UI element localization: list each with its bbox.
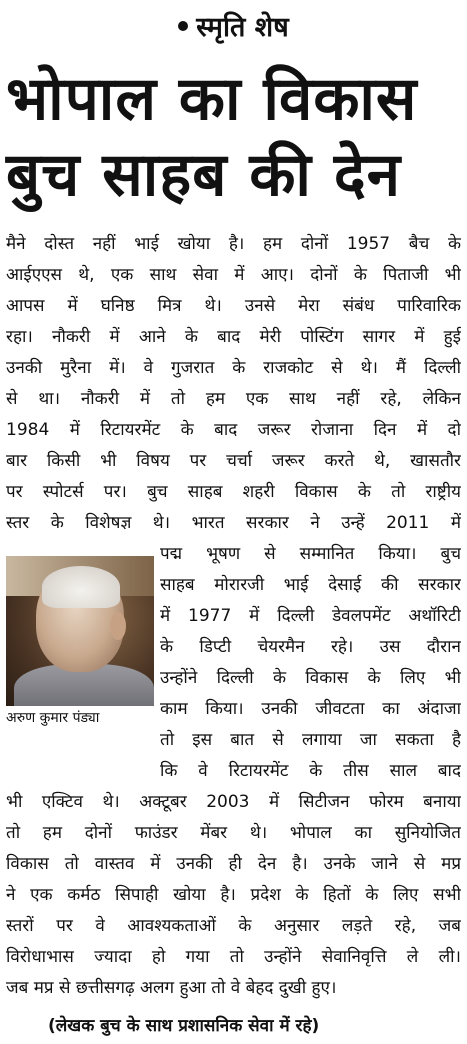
headline-line-1: भोपाल का विकास	[6, 64, 418, 134]
body-line: विरोधाभास ज्यादा हो गया तो उन्होंने सेवानिवृत्ति ले ली।	[6, 947, 461, 967]
body-line: उनकी मुरैना में। वे गुजरात के राजकोट से थे। मैं दिल्ली	[6, 358, 461, 378]
body-line: तो इस बात से लगाया जा सकता है	[160, 730, 461, 750]
body-line: बार किसी भी विषय पर चर्चा जरूर करते थे, खासतौर	[6, 451, 461, 471]
body-line: साहब मोरारजी भाई देसाई की सरकार	[160, 575, 461, 595]
body-line: स्तर के विशेषज्ञ थे। भारत सरकार ने उन्हें 2011 में	[6, 513, 461, 533]
body-line: ने एक कर्मठ सिपाही खोया है। प्रदेश के हितों के लिए सभी	[6, 885, 461, 905]
body-line: आपस में घनिष्ठ मित्र थे। उनसे मेरा संबंध पारिवारिक	[6, 296, 461, 316]
body-line: विकास तो वास्तव में उनकी ही देन है। उनके जाने से मप्र	[6, 854, 461, 874]
body-line: उन्होंने दिल्ली के विकास के लिए भी	[160, 668, 461, 688]
body-line: आईएएस थे, एक साथ सेवा में आए। दोनों के पिताजी भी	[6, 265, 461, 285]
body-line: मैने दोस्त नहीं भाई खोया है। हम दोनों 1957 बैच के	[6, 234, 461, 254]
body-line: पद्म भूषण से सम्मानित किया। बुच	[160, 544, 461, 564]
photo-caption: अरुण कुमार पंड्या	[6, 710, 100, 726]
body-line: से था। नौकरी में तो हम एक साथ नहीं रहे, लेकिन	[6, 389, 461, 409]
kicker-text: स्मृति शेष	[196, 12, 289, 43]
body-line: रहा। नौकरी में आने के बाद मेरी पोस्टिंग सागर में हुई	[6, 327, 461, 347]
body-line: जब मप्र से छत्तीसगढ़ अलग हुआ तो वे बेहद दुखी हुए।	[6, 978, 337, 998]
body-line: कि वे रिटायरमेंट के तीस साल बाद	[160, 761, 461, 781]
body-line: पर स्पोटर्स पर। बुच साहब शहरी विकास के तो राष्ट्रीय	[6, 482, 461, 502]
author-credit: (लेखक बुच के साथ प्रशासनिक सेवा में रहे)	[48, 1016, 320, 1036]
body-line: तो हम दोनों फाउंडर मेंबर थे। भोपाल का सुनियोजित	[6, 823, 461, 843]
body-line: 1984 में रिटायरमेंट के बाद जरूर रोजाना दिन में दो	[6, 420, 461, 440]
kicker	[0, 10, 467, 46]
body-line: में 1977 में दिल्ली डेवलपमेंट अथॉरिटी	[160, 606, 461, 626]
bullet-icon	[178, 21, 188, 31]
headline-line-2: बुच साहब की देन	[6, 140, 402, 210]
body-line: स्तरों पर वे आवश्यकताओं के अनुसार लड़ते रहे, जब	[6, 916, 461, 936]
body-line: काम किया। उनकी जीवटता का अंदाजा	[160, 699, 461, 719]
body-line: भी एक्टिव थे। अक्टूबर 2003 में सिटीजन फोरम बनाया	[6, 792, 461, 812]
author-photo	[6, 556, 154, 706]
body-line: के डिप्टी चेयरमैन रहे। उस दौरान	[160, 637, 461, 657]
